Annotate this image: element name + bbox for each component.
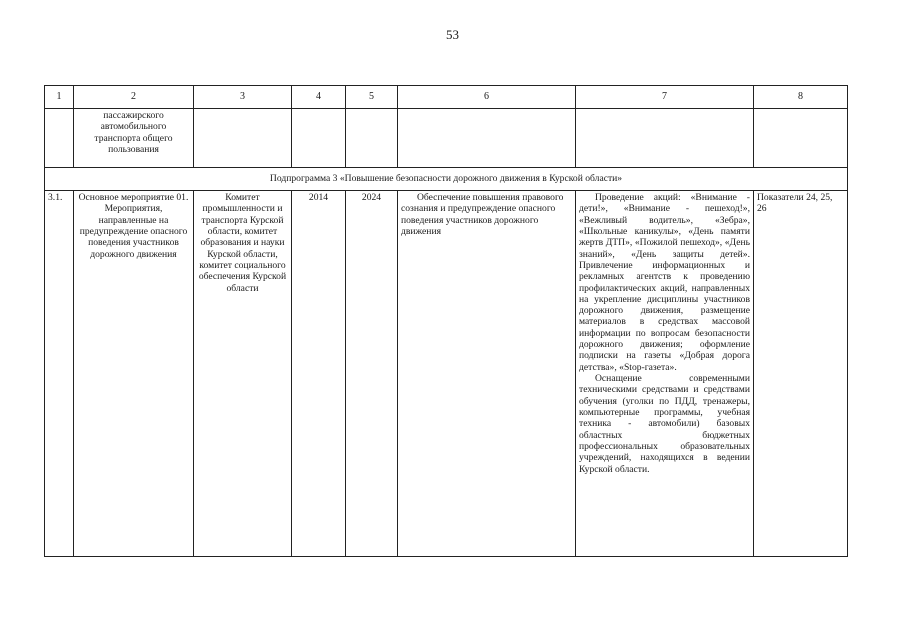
continuation-row <box>45 109 848 168</box>
header-cell-3: 3 <box>194 86 292 109</box>
activity-name-cell <box>74 191 194 557</box>
cont-cell-3 <box>194 109 292 168</box>
program-table <box>44 85 848 557</box>
indicators-cell: Показатели 24, 25, 26 <box>754 191 848 557</box>
header-row <box>45 86 848 109</box>
subprogram-row <box>45 168 848 191</box>
header-cell-8: 8 <box>754 86 848 109</box>
content-paragraph-1: Проведение акций: «Внимание - дети!», «Внимание - пешеход!», «Вежливый водитель», «Зебра», «Школьные каникулы», «День памяти жертв ДТП», «Пожилой пешеход», «День знаний», «День защиты детей». Привлечение информационных и рекламных агентств к проведению профилактических акций, направленных на укрепление дисциплины участников дорожного движения, размещение материалов в средствах массовой информации по вопросам безопасности дорожного движения; оформление подписки на газеты «Добрая дорога детства», «Stop-газета». <box>579 192 750 373</box>
page-number: 53 <box>446 27 459 42</box>
activity-name-line1: Основное мероприятие 01. <box>78 192 189 203</box>
executor-cell: Комитет промышленности и транспорта Курской области, комитет образования и науки Курской области, комитет социального обеспечения Курской области <box>194 191 292 557</box>
header-cell-1: 1 <box>45 86 74 109</box>
cont-cell-7 <box>576 109 754 168</box>
header-cell-5: 5 <box>346 86 398 109</box>
expected-result-cell: Обеспечение повышения правового сознания и предупреждение опасного поведения участников дорожного движения <box>398 191 576 557</box>
row-number: 3.1. <box>45 191 74 557</box>
header-cell-7: 7 <box>576 86 754 109</box>
end-year-cell: 2024 <box>346 191 398 557</box>
header-cell-2: 2 <box>74 86 194 109</box>
table-row <box>45 191 848 557</box>
header-cell-6: 6 <box>398 86 576 109</box>
cont-cell-5 <box>346 109 398 168</box>
cont-cell-1 <box>45 109 74 168</box>
cont-cell-4 <box>292 109 346 168</box>
content-paragraph-2: Оснащение современными техническими средствами и средствами обучения (уголки по ПДД, тренажеры, компьютерные программы, учебная техника - автомобили) базовых областных бюджетных профессиональных образовательных учреждений, находящихся в ведении Курской области. <box>579 373 750 475</box>
content-cell <box>576 191 754 557</box>
activity-name-line2: Мероприятия, направленные на предупреждение опасного поведения участников дорожного движения <box>79 203 188 260</box>
cont-cell-2: пассажирского автомобильного транспорта общего пользования <box>74 109 194 168</box>
cont-cell-8 <box>754 109 848 168</box>
subprogram-title: Подпрограмма 3 «Повышение безопасности дорожного движения в Курской области» <box>45 168 848 191</box>
start-year-cell: 2014 <box>292 191 346 557</box>
cont-cell-6 <box>398 109 576 168</box>
header-cell-4: 4 <box>292 86 346 109</box>
